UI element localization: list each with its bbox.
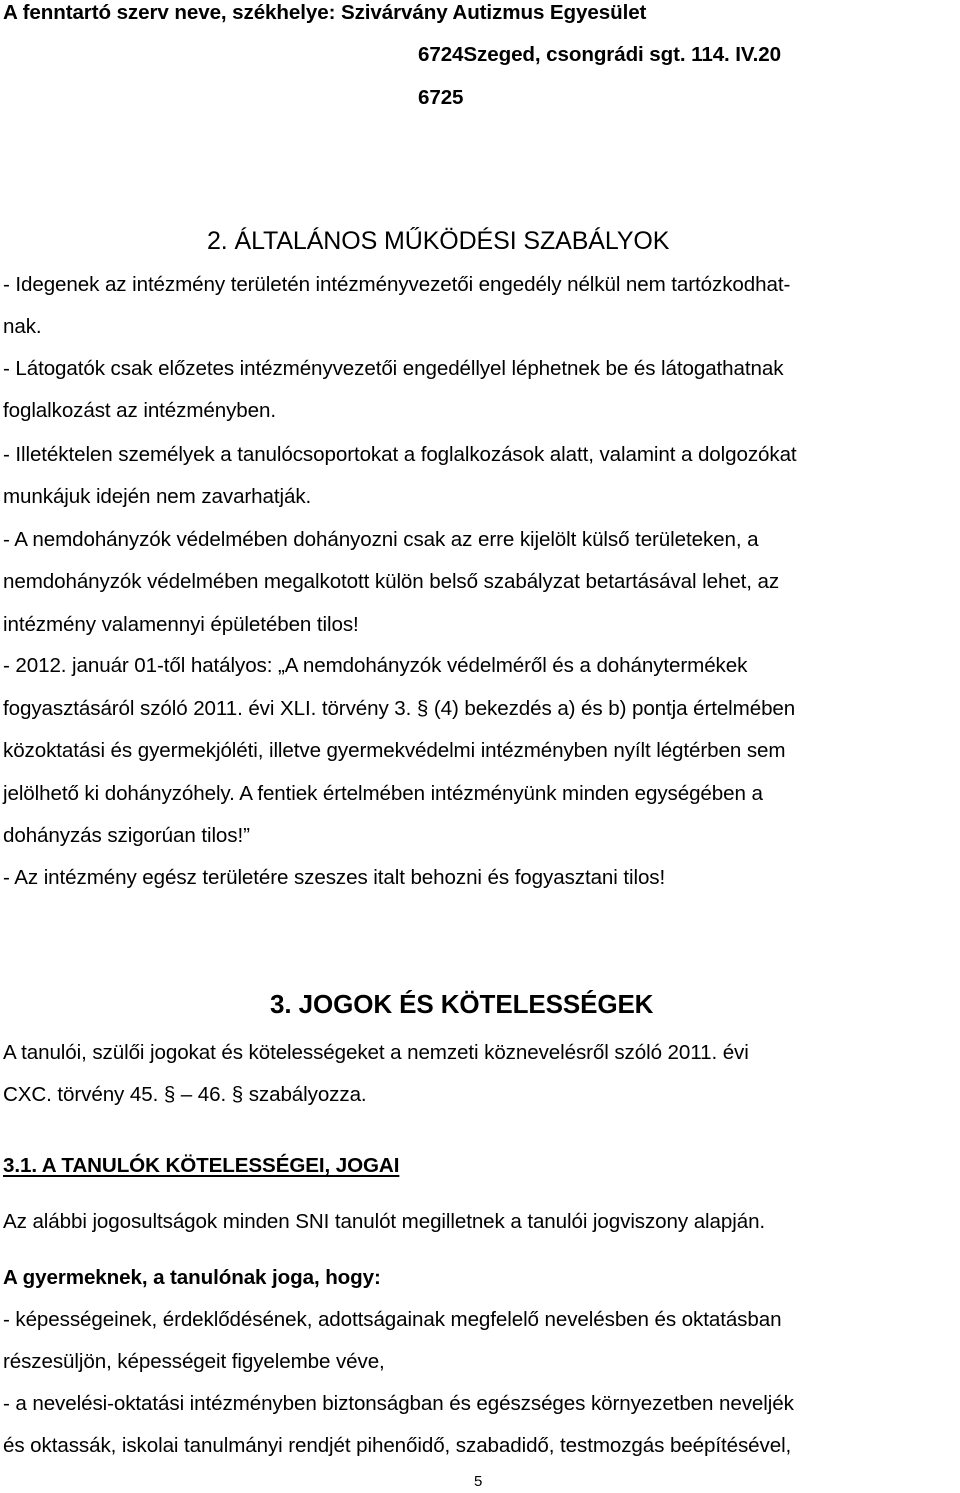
section-2-line: nak.: [3, 315, 42, 338]
section-2-line: közoktatási és gyermekjóléti, illetve gyermekvédelmi intézményben nyílt légtérben sem: [3, 739, 786, 762]
section-3-heading: 3. JOGOK ÉS KÖTELESSÉGEK: [270, 989, 654, 1019]
rights-line: és oktassák, iskolai tanulmányi rendjét pihenőidő, szabadidő, testmozgás beépítésével,: [3, 1434, 792, 1457]
section-2-line: fogyasztásáról szóló 2011. évi XLI. törvény 3. § (4) bekezdés a) és b) pontja értelmében: [3, 697, 796, 720]
section-2-line: intézmény valamennyi épületében tilos!: [3, 613, 359, 636]
section-2-line: - A nemdohányzók védelmében dohányozni csak az erre kijelölt külső területeken, a: [3, 528, 759, 551]
header-address-line: 6724Szeged, csongrádi sgt. 114. IV.20: [418, 43, 781, 66]
section-2-line: dohányzás szigorúan tilos!”: [3, 824, 250, 847]
section-2-line: - Látogatók csak előzetes intézményvezetői engedéllyel léphetnek be és látogathatnak: [3, 357, 784, 380]
section-3-1-heading: 3.1. A TANULÓK KÖTELESSÉGEI, JOGAI: [3, 1154, 400, 1177]
header-org-line: A fenntartó szerv neve, székhelye: Szivárvány Autizmus Egyesület: [3, 1, 647, 24]
section-3-intro-line: CXC. törvény 45. § – 46. § szabályozza.: [3, 1083, 367, 1106]
section-2-line: foglalkozást az intézményben.: [3, 399, 276, 422]
section-2-line: nemdohányzók védelmében megalkotott külön belső szabályzat betartásával lehet, az: [3, 570, 780, 593]
section-3-1-intro: Az alábbi jogosultságok minden SNI tanulót megilletnek a tanulói jogviszony alapján.: [3, 1210, 766, 1233]
rights-line: részesüljön, képességeit figyelembe véve,: [3, 1350, 385, 1373]
section-2-heading: 2. ÁLTALÁNOS MŰKÖDÉSI SZABÁLYOK: [207, 227, 670, 255]
page-number: 5: [474, 1473, 483, 1490]
rights-line: - a nevelési-oktatási intézményben biztonságban és egészséges környezetben neveljék: [3, 1392, 794, 1415]
rights-line: - képességeinek, érdeklődésének, adottságainak megfelelő nevelésben és oktatásban: [3, 1308, 782, 1331]
section-2-line: - Az intézmény egész területére szeszes italt behozni és fogyasztani tilos!: [3, 866, 666, 889]
section-3-intro-line: A tanulói, szülői jogokat és kötelességeket a nemzeti köznevelésről szóló 2011. évi: [3, 1041, 749, 1064]
header-postcode-line: 6725: [418, 86, 464, 109]
section-2-line: - 2012. január 01-től hatályos: „A nemdohányzók védelméről és a dohánytermékek: [3, 654, 748, 677]
section-2-line: munkájuk idején nem zavarhatják.: [3, 485, 312, 508]
section-2-line: - Idegenek az intézmény területén intézményvezetői engedély nélkül nem tartózkodhat-: [3, 273, 791, 296]
rights-heading: A gyermeknek, a tanulónak joga, hogy:: [3, 1266, 381, 1289]
section-2-line: jelölhető ki dohányzóhely. A fentiek értelmében intézményünk minden egységében a: [3, 782, 763, 805]
section-2-line: - Illetéktelen személyek a tanulócsoportokat a foglalkozások alatt, valamint a dolgozókat: [3, 443, 797, 466]
